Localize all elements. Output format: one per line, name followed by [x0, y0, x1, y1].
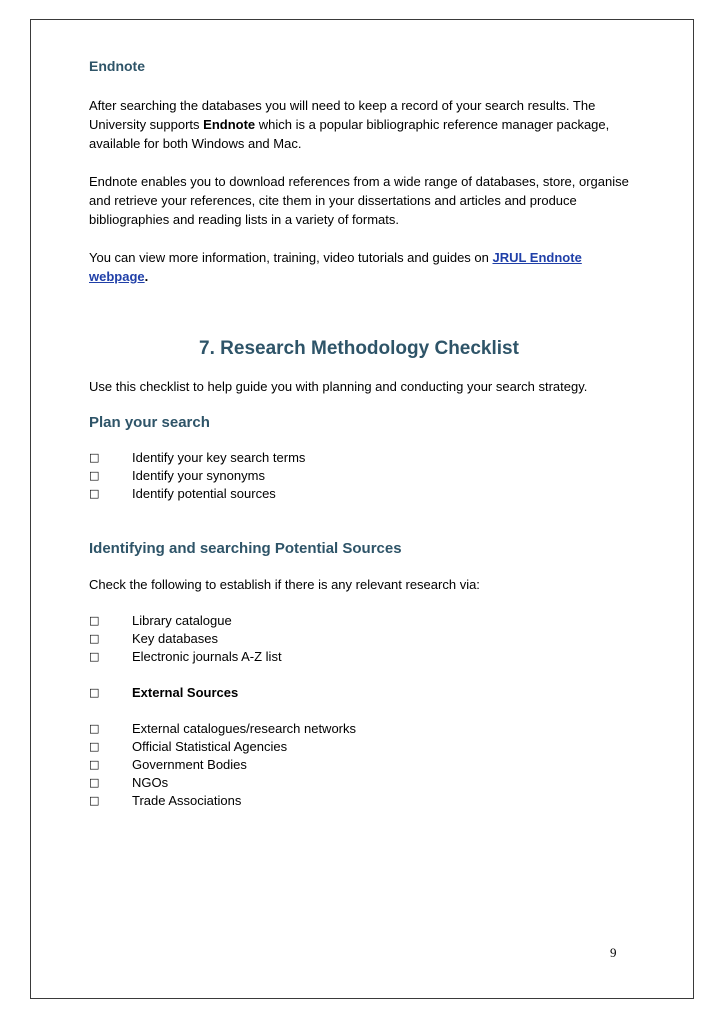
checklist-item [89, 720, 629, 738]
checklist-item-label: External catalogues/research networks [132, 721, 357, 736]
endnote-para1-text-b: which is a popular bibliographic reference manager package, available for both Windows and Mac. [89, 117, 610, 151]
checkbox-icon[interactable]: □ [89, 614, 100, 627]
checklist-item-label: Identify your synonyms [132, 468, 265, 483]
checkbox-icon[interactable]: □ [89, 758, 100, 771]
plan-search-heading: Plan your search [89, 414, 210, 431]
checkbox-icon[interactable]: □ [89, 451, 100, 464]
checkbox-icon[interactable]: □ [89, 469, 100, 482]
checklist-item-label: Trade Associations [132, 793, 242, 808]
checklist-item-label: Electronic journals A-Z list [132, 649, 282, 664]
page-content [89, 56, 629, 810]
checkbox-icon[interactable]: □ [89, 776, 100, 789]
checkbox-icon[interactable]: □ [89, 740, 100, 753]
checklist-item-label: Identify your key search terms [132, 450, 306, 465]
checkbox-icon[interactable]: □ [89, 686, 100, 699]
checklist-item-label: Library catalogue [132, 613, 232, 628]
checklist-title: 7. Research Methodology Checklist [199, 338, 519, 359]
checklist-intro: Use this checklist to help guide you with planning and conducting your search strategy. [89, 379, 588, 394]
external-sources-checklist [89, 684, 629, 702]
checklist-item [89, 485, 629, 503]
checklist-item [89, 648, 629, 666]
checklist-item [89, 467, 629, 485]
checkbox-icon[interactable]: □ [89, 632, 100, 645]
checklist-item [89, 738, 629, 756]
checklist-item-label: Government Bodies [132, 757, 247, 772]
endnote-para3-text-b: . [144, 269, 149, 284]
endnote-para1-text-a: After searching the databases you will need to keep a record of your search results. The University supports [89, 98, 596, 132]
checklist-item [89, 630, 629, 648]
checklist-item-label: Identify potential sources [132, 486, 276, 501]
checklist-item [89, 792, 629, 810]
sources-heading: Identifying and searching Potential Sources [89, 540, 402, 557]
checkbox-icon[interactable]: □ [89, 794, 100, 807]
endnote-heading: Endnote [89, 58, 145, 74]
endnote-paragraph-3 [89, 248, 629, 286]
checklist-item-label: Official Statistical Agencies [132, 739, 288, 754]
external-sources-list [89, 720, 629, 810]
plan-checklist [89, 449, 629, 503]
page-number: 9 [610, 945, 617, 960]
checklist-item [89, 612, 629, 630]
endnote-paragraph-2: Endnote enables you to download references from a wide range of databases, store, organise and retrieve your references, cite them in your dissertations and articles and produce bibliographies and reading lists in a variety of formats. [89, 174, 629, 227]
checklist-item-label: NGOs [132, 775, 169, 790]
external-sources-label: External Sources [132, 685, 239, 700]
checkbox-icon[interactable]: □ [89, 650, 100, 663]
sources-checklist [89, 612, 629, 666]
sources-intro: Check the following to establish if there is any relevant research via: [89, 577, 480, 592]
endnote-paragraph-1 [89, 96, 629, 153]
checklist-item [89, 684, 629, 702]
checkbox-icon[interactable]: □ [89, 487, 100, 500]
checklist-item-label: Key databases [132, 631, 219, 646]
checklist-item [89, 756, 629, 774]
checklist-item [89, 449, 629, 467]
checklist-item [89, 774, 629, 792]
endnote-para1-bold: Endnote [203, 117, 256, 132]
jrul-endnote-link[interactable]: JRUL Endnote webpage [89, 250, 582, 284]
endnote-para3-text-a: You can view more information, training, video tutorials and guides on [89, 250, 493, 265]
checkbox-icon[interactable]: □ [89, 722, 100, 735]
